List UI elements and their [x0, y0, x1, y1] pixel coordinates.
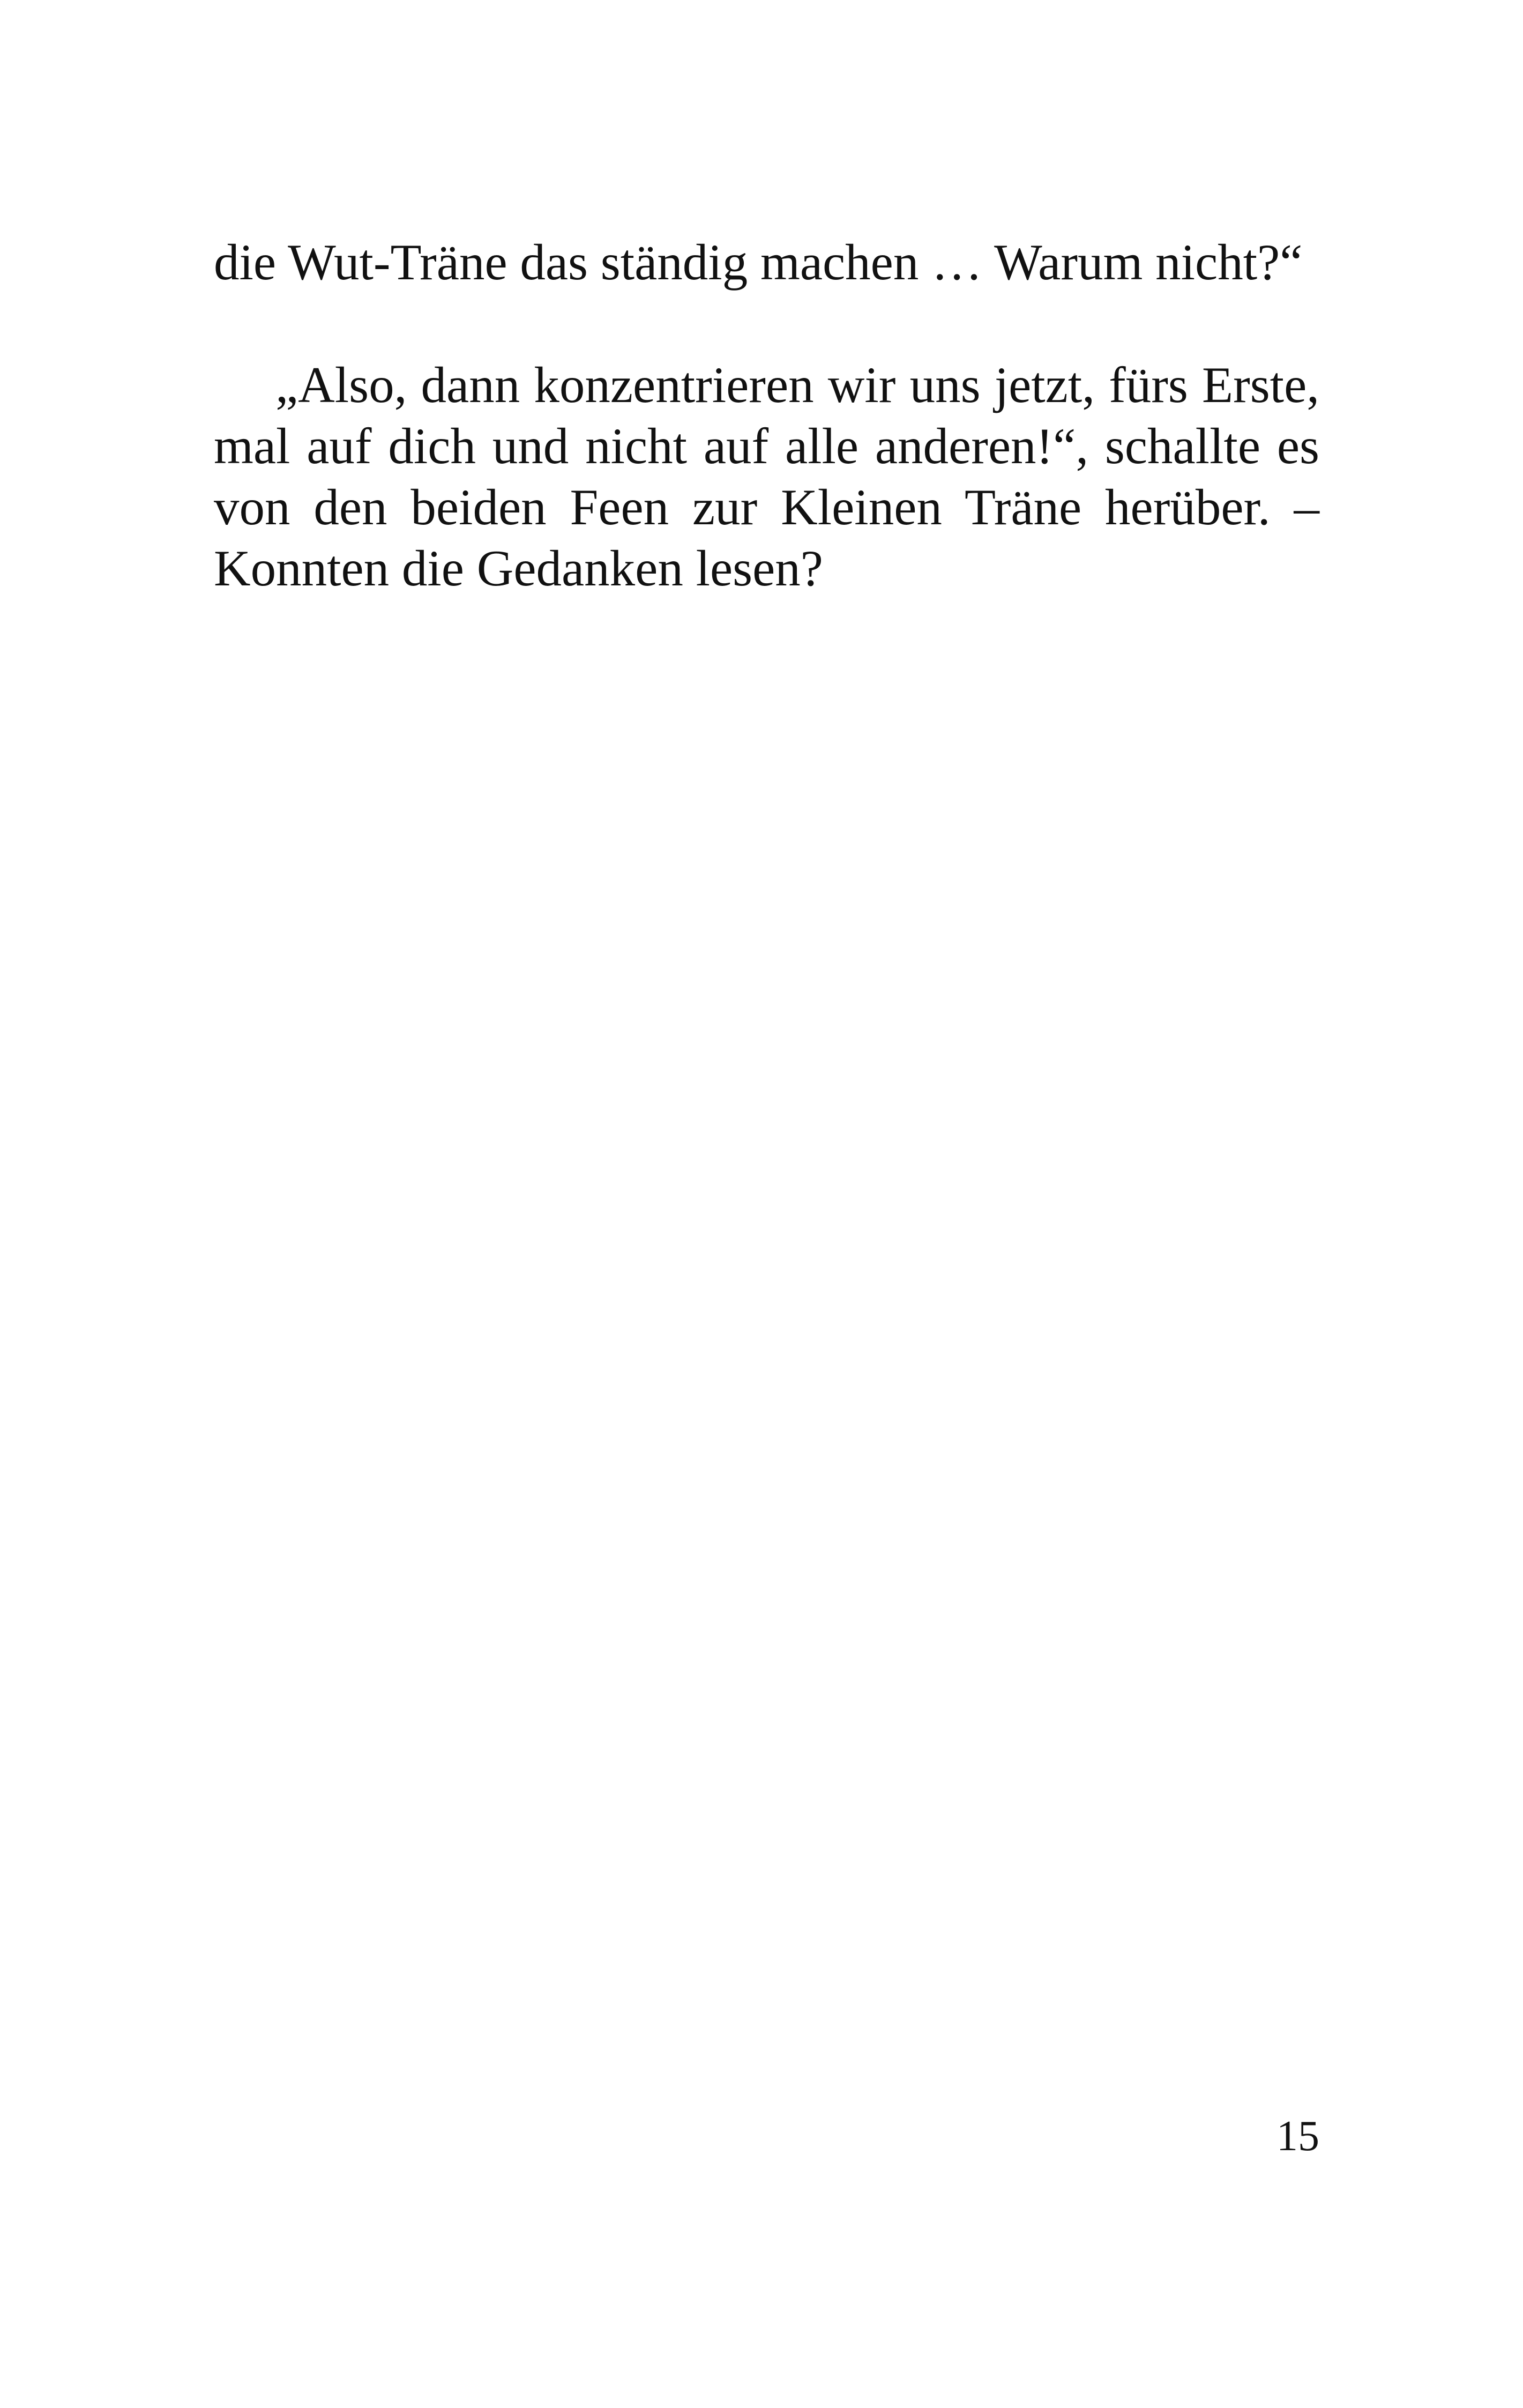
page-number: 15: [1276, 2113, 1319, 2160]
paragraph-1: die Wut-Träne das ständig machen … Warum nicht?“: [214, 234, 1303, 291]
paragraph-2: „Also, dann konzentrieren wir uns jetzt, fürs Erste, mal auf dich und nicht auf alle anderen!“, schallte es von den beiden Feen zur Kleinen Träne herüber. – Konnten die Gedanken lesen?: [214, 356, 1319, 597]
body-text: [214, 232, 1319, 599]
paragraph-spacer: [214, 293, 1319, 354]
